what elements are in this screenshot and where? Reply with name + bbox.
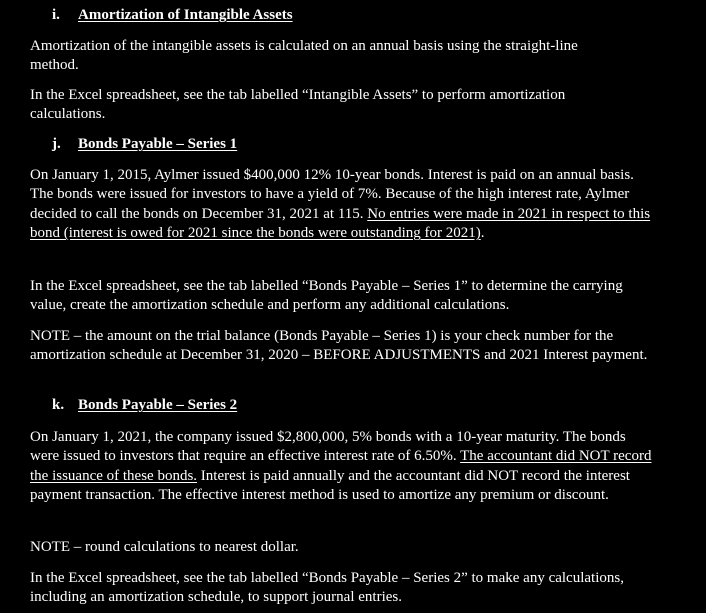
paragraph: In the Excel spreadsheet, see the tab labelled “Intangible Assets” to perform amortization calculations. — [30, 87, 566, 123]
paragraph: In the Excel spreadsheet, see the tab labelled “Bonds Payable – Series 2” to make any calculations, including an amortization schedule, to support journal entries. — [30, 570, 624, 606]
section-number: j. — [52, 136, 61, 153]
section-heading-j — [30, 134, 237, 156]
paragraph-end: Interest is paid annually and the accountant did NOT record the interest payment transaction. The effective interest method is used to amortize any premium or discount. — [30, 467, 630, 504]
paragraph — [30, 166, 652, 244]
section-number: i. — [52, 7, 60, 24]
paragraph-text: On January 1, 2015, Aylmer issued $400,000 12% 10-year bonds. Interest is paid on an annual basis. The bonds were issued for investors to have a yield of 7%. Because of the high interest rate, Aylmer decided to call the bonds on December 31, 2021 at 115. — [30, 167, 634, 222]
section-heading-k — [30, 395, 237, 417]
paragraph: NOTE – round calculations to nearest dollar. — [30, 539, 299, 555]
section-heading-i — [30, 5, 293, 27]
section-title: Bonds Payable – Series 2 — [78, 397, 238, 414]
section-number: k. — [52, 397, 65, 414]
underlined-text: No entries were made in 2021 in respect to this bond (interest is owed for 2021 since the bonds were outstanding for 2021) — [30, 205, 651, 242]
underlined-text: The accountant did NOT record the issuance of these bonds. — [30, 448, 652, 484]
paragraph: In the Excel spreadsheet, see the tab labelled “Bonds Payable – Series 1” to determine the carrying value, create the amortization schedule and perform any additional calculations. — [30, 278, 623, 314]
paragraph: Amortization of the intangible assets is calculated on an annual basis using the straight-line method. — [30, 38, 578, 74]
paragraph-text: On January 1, 2021, the company issued $2,800,000, 5% bonds with a 10-year maturity. The bonds were issued to investors that require an effective interest rate of 6.50%. — [30, 429, 626, 465]
paragraph-end: . — [480, 225, 485, 242]
section-title: Bonds Payable – Series 1 — [78, 136, 238, 153]
paragraph — [30, 428, 655, 506]
section-title: Amortization of Intangible Assets — [78, 7, 293, 24]
paragraph: NOTE – the amount on the trial balance (Bonds Payable – Series 1) is your check number for the amortization schedule at December 31, 2020 – BEFORE ADJUSTMENTS and 2021 Interest payment. — [30, 328, 648, 364]
